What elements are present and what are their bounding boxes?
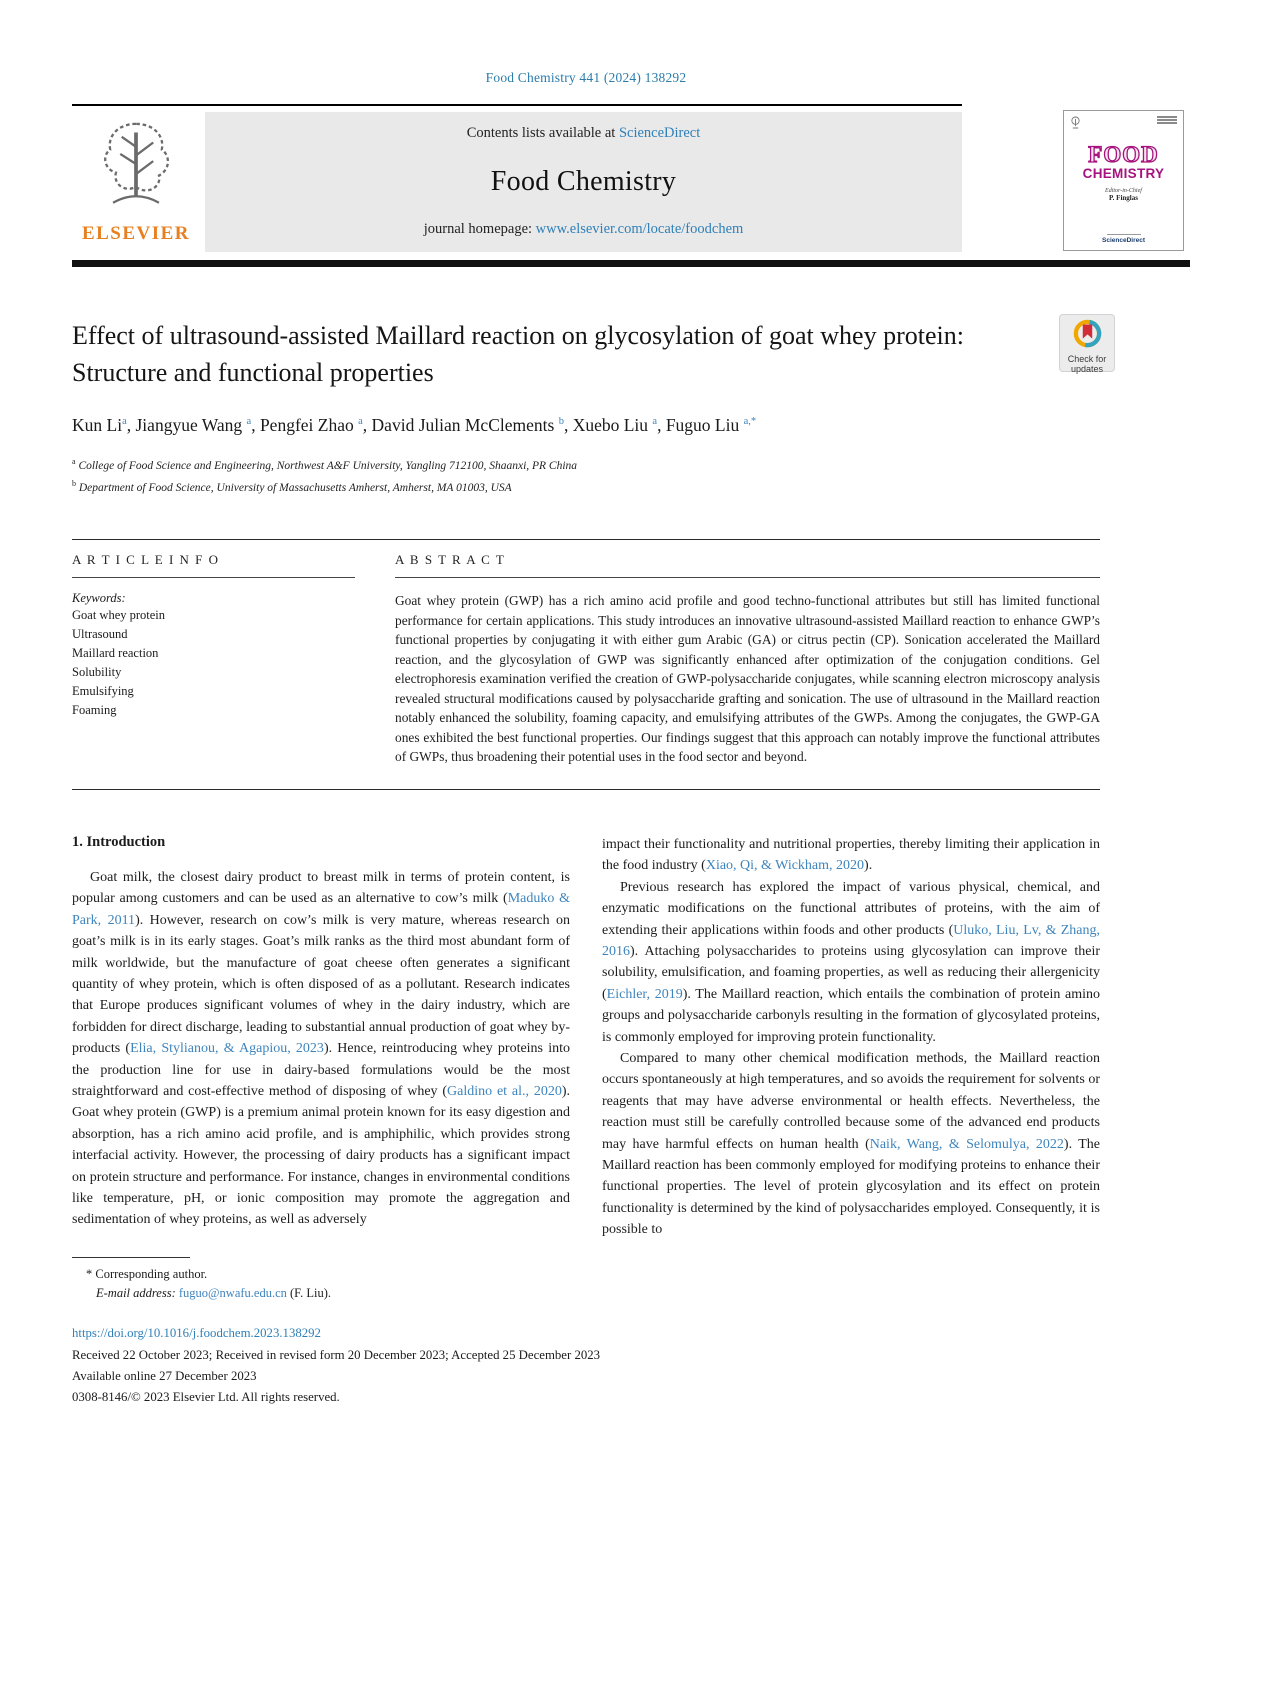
text-segment: , Xuebo Liu bbox=[563, 415, 653, 435]
cover-footer-microtext bbox=[1107, 234, 1141, 236]
section-heading-introduction: 1. Introduction bbox=[72, 833, 166, 850]
text-segment: , David Julian McClements bbox=[362, 415, 559, 435]
text-segment: ). Goat whey protein (GWP) is a premium animal protein known for its easy digestion and absorption, has a rich amino acid profile, and is amphiphilic, which provides strong interfacial activity. However, the processing of dairy products has a significant impact on protein structure and performance. For instance, changes in environmental conditions like temperature, pH, or ionic composition may promote the aggregation and sedimentation of whey proteins, as well as adversely bbox=[72, 1084, 570, 1228]
text-segment: a bbox=[72, 457, 76, 466]
text-segment: ). However, research on cow’s milk is very mature, whereas research on goat’s milk is in its early stages. Goat’s milk ranks as the third most abundant form of milk worldwide, but the manufacture of goat cheese often generates a significant quantity of whey protein, which is often disposed of as a pollutant. Research indicates that Europe produces significant volumes of whey in the dairy industry, which are forbidden for direct discharge, leading to substantial annual production of goat whey by-products ( bbox=[72, 912, 570, 1057]
text-segment: b bbox=[72, 478, 76, 488]
author-affiliation-sup[interactable]: a bbox=[122, 416, 127, 428]
article-title: Effect of ultrasound-assisted Maillard reaction on glycosylation of goat whey protein: Structure and functional properties bbox=[72, 321, 964, 387]
journal-title: Food Chemistry bbox=[490, 165, 677, 197]
intro-paragraph-1-continued bbox=[602, 834, 1100, 877]
text-segment: Kun Li bbox=[72, 415, 123, 435]
keyword: Solubility bbox=[72, 665, 122, 680]
crossmark-icon bbox=[1072, 318, 1103, 354]
text-segment: ). Hence, reintroducing whey proteins into the production line for use in dairy-based formulations would be the most straightforward and cost-effective method of disposing of whey ( bbox=[72, 1041, 570, 1099]
issn-copyright-line: 0308-8146/© 2023 Elsevier Ltd. All rights reserved. bbox=[72, 1389, 340, 1404]
author-affiliation-sup[interactable]: a bbox=[246, 416, 252, 428]
abstract-text: Goat whey protein (GWP) has a rich amino acid profile and good techno-functional attributes but still has limited functional performance for certain applications. This study introduces an innovative ultrasound-assisted Maillard reaction to enhance GWP’s functional properties by conjugating it with either gum Arabic (GA) or citrus pectin (CP). Sonication accelerated the Maillard reaction, and the glycosylation of GWP was significantly enhanced after optimization of the conjugation conditions. Gel electrophoresis examination verified the creation of GWP-polysaccharide conjugates, while scanning electron microscopy analysis revealed structural modifications caused by polysaccharide grafting and sonication. The use of ultrasound in the Maillard reaction notably enhanced the solubility, foaming capacity, and emulsifying attributes of the GWPs. Among the conjugates, the GWP-GA ones exhibited the best functional properties. Our findings suggest that this approach can notably improve the functional attributes of GWPs, thus broadening their potential uses in the food sector and beyond. bbox=[395, 593, 1100, 765]
affiliation-b bbox=[72, 475, 1190, 497]
check-updates-label-line1: Check for bbox=[1067, 354, 1107, 364]
intro-paragraph-3 bbox=[602, 1048, 1100, 1241]
keywords-label: Keywords: bbox=[72, 591, 126, 606]
text-segment: Compared to many other chemical modification methods, the Maillard reaction occurs spontaneously at high temperatures, and so avoids the requirement for solvents or reagents that may have adverse environmental or health effects. Nevertheless, the reaction must still be carefully controlled because some of the advanced end products may have harmful effects on human health ( bbox=[602, 1051, 1100, 1152]
text-segment: ). Attaching polysaccharides to proteins using glycosylation can improve their solubility, emulsification, and foaming properties, as well as reducing their allergenicity ( bbox=[602, 943, 1100, 1002]
intro-paragraph-1 bbox=[72, 867, 570, 1231]
info-abstract-section bbox=[72, 540, 1100, 767]
cover-chemistry-wordmark: CHEMISTRY bbox=[1082, 166, 1165, 181]
text-segment: College of Food Science and Engineering, Northwest A&F University, Yangling 712100, Shaanxi, PR China bbox=[75, 459, 578, 472]
text-segment: Previous research has explored the impact of various physical, chemical, and enzymatic modifications on the functional attributes of proteins, with the aim of extending their applications within foods and other products ( bbox=[602, 879, 1100, 938]
text-segment: , Pengfei Zhao bbox=[251, 415, 359, 435]
footnote-block bbox=[72, 1257, 1190, 1303]
intro-paragraph-2 bbox=[602, 877, 1100, 1048]
abstract-heading: A B S T R A C T bbox=[395, 552, 506, 568]
elsevier-tree-icon bbox=[93, 203, 179, 220]
contents-prefix: Contents lists available at bbox=[466, 125, 619, 141]
citation-link[interactable]: Eichler, 2019 bbox=[606, 986, 683, 1002]
journal-banner bbox=[205, 112, 962, 252]
text-segment: , Jiangyue Wang bbox=[126, 415, 247, 435]
citation-link[interactable]: Maduko & Park, 2011 bbox=[72, 891, 570, 928]
cover-food-wordmark: FOOD bbox=[1088, 142, 1159, 167]
homepage-line bbox=[424, 221, 744, 238]
journal-reference: Food Chemistry 441 (2024) 138292 bbox=[485, 70, 687, 85]
keyword: Ultrasound bbox=[72, 627, 128, 642]
divider bbox=[72, 104, 962, 106]
email-link[interactable]: fuguo@nwafu.edu.cn bbox=[178, 1285, 287, 1300]
corresponding-author-email-line bbox=[72, 1284, 1190, 1303]
text-segment: impact their functionality and nutritional properties, thereby limiting their application in the food industry ( bbox=[602, 836, 1100, 874]
received-dates-line: Received 22 October 2023; Received in revised form 20 December 2023; Accepted 25 December 2023 bbox=[72, 1347, 601, 1362]
divider bbox=[395, 577, 1100, 578]
citation-link[interactable]: Galdino et al., 2020 bbox=[447, 1084, 562, 1099]
article-info-heading: A R T I C L E I N F O bbox=[72, 552, 220, 568]
corresponding-author-note: * Corresponding author. bbox=[86, 1266, 208, 1281]
text-segment: Goat milk, the closest dairy product to breast milk in terms of protein content, is popular among customers and can be used as an alternative to cow’s milk ( bbox=[72, 869, 570, 907]
cover-editor-label: Editor-in-Chief bbox=[1105, 188, 1142, 194]
author-affiliation-sup[interactable]: a bbox=[652, 416, 658, 428]
keyword: Foaming bbox=[72, 703, 117, 718]
available-online-line: Available online 27 December 2023 bbox=[72, 1368, 257, 1383]
journal-header-band bbox=[72, 108, 1190, 254]
article-footer bbox=[72, 1323, 1190, 1408]
doi-link[interactable]: https://doi.org/10.1016/j.foodchem.2023.138292 bbox=[72, 1325, 321, 1340]
author-affiliation-sup[interactable]: a bbox=[358, 416, 363, 428]
body-column-right bbox=[602, 834, 1100, 1241]
abstract-column bbox=[395, 552, 1100, 767]
elsevier-wordmark: ELSEVIER bbox=[81, 223, 191, 244]
divider bbox=[72, 1257, 190, 1258]
journal-cover-thumbnail bbox=[1063, 110, 1184, 251]
body-columns bbox=[72, 834, 1100, 1241]
divider bbox=[72, 260, 1190, 267]
affiliation-a bbox=[72, 453, 1190, 475]
citation-link[interactable]: Naik, Wang, & Selomulya, 2022 bbox=[869, 1136, 1064, 1152]
check-for-updates-badge[interactable] bbox=[1059, 314, 1115, 372]
corresponding-author-sup[interactable]: a,* bbox=[743, 416, 757, 428]
keyword: Emulsifying bbox=[72, 684, 134, 699]
body-column-left bbox=[72, 834, 570, 1241]
sciencedirect-link[interactable]: ScienceDirect bbox=[618, 125, 701, 141]
author-list bbox=[72, 415, 1190, 436]
divider bbox=[72, 577, 355, 578]
homepage-prefix: journal homepage: bbox=[423, 221, 536, 237]
cover-issn-microtext bbox=[1157, 116, 1177, 125]
text-segment: Department of Food Science, University of Massachusetts Amherst, Amherst, MA 01003, USA bbox=[76, 481, 512, 494]
cover-sciencedirect-wordmark: ScienceDirect bbox=[1102, 237, 1145, 244]
author-affiliation-sup[interactable]: b bbox=[558, 416, 564, 428]
elsevier-logo bbox=[72, 112, 200, 252]
cover-tree-icon bbox=[1070, 116, 1081, 134]
cover-top-row bbox=[1070, 116, 1177, 134]
citation-link[interactable]: Xiao, Qi, & Wickham, 2020 bbox=[705, 858, 865, 874]
cover-editor-name: P. Finglas bbox=[1109, 194, 1138, 202]
article-info-column bbox=[72, 552, 355, 767]
keyword: Goat whey protein bbox=[72, 608, 166, 623]
citation-link[interactable]: Uluko, Liu, Lv, & Zhang, 2016 bbox=[602, 922, 1100, 959]
contents-line bbox=[467, 125, 701, 142]
text-segment: E-mail address: bbox=[96, 1285, 179, 1300]
text-segment: ). The Maillard reaction has been commonly employed for modifying proteins to enhance their functional properties. The level of protein glycosylation and its effect on protein functionality is determined by the kind of polysaccharides employed. Consequently, it is possible to bbox=[602, 1136, 1100, 1238]
citation-link[interactable]: Elia, Stylianou, & Agapiou, 2023 bbox=[130, 1041, 324, 1057]
journal-homepage-link[interactable]: www.elsevier.com/locate/foodchem bbox=[535, 221, 744, 237]
text-segment: ). bbox=[864, 858, 873, 874]
keyword: Maillard reaction bbox=[72, 646, 159, 661]
text-segment: (F. Liu). bbox=[286, 1285, 332, 1300]
cover-footer bbox=[1102, 234, 1145, 245]
affiliations bbox=[72, 453, 1190, 497]
text-segment: ). The Maillard reaction, which entails the combination of protein amino groups and polysaccharide carbonyls resulting in the formation of glycosylated proteins, is commonly employed for improving protein functionality. bbox=[602, 986, 1100, 1045]
text-segment: , Fuguo Liu bbox=[657, 415, 744, 435]
check-updates-label-line2: updates bbox=[1070, 364, 1104, 374]
divider bbox=[72, 789, 1100, 790]
